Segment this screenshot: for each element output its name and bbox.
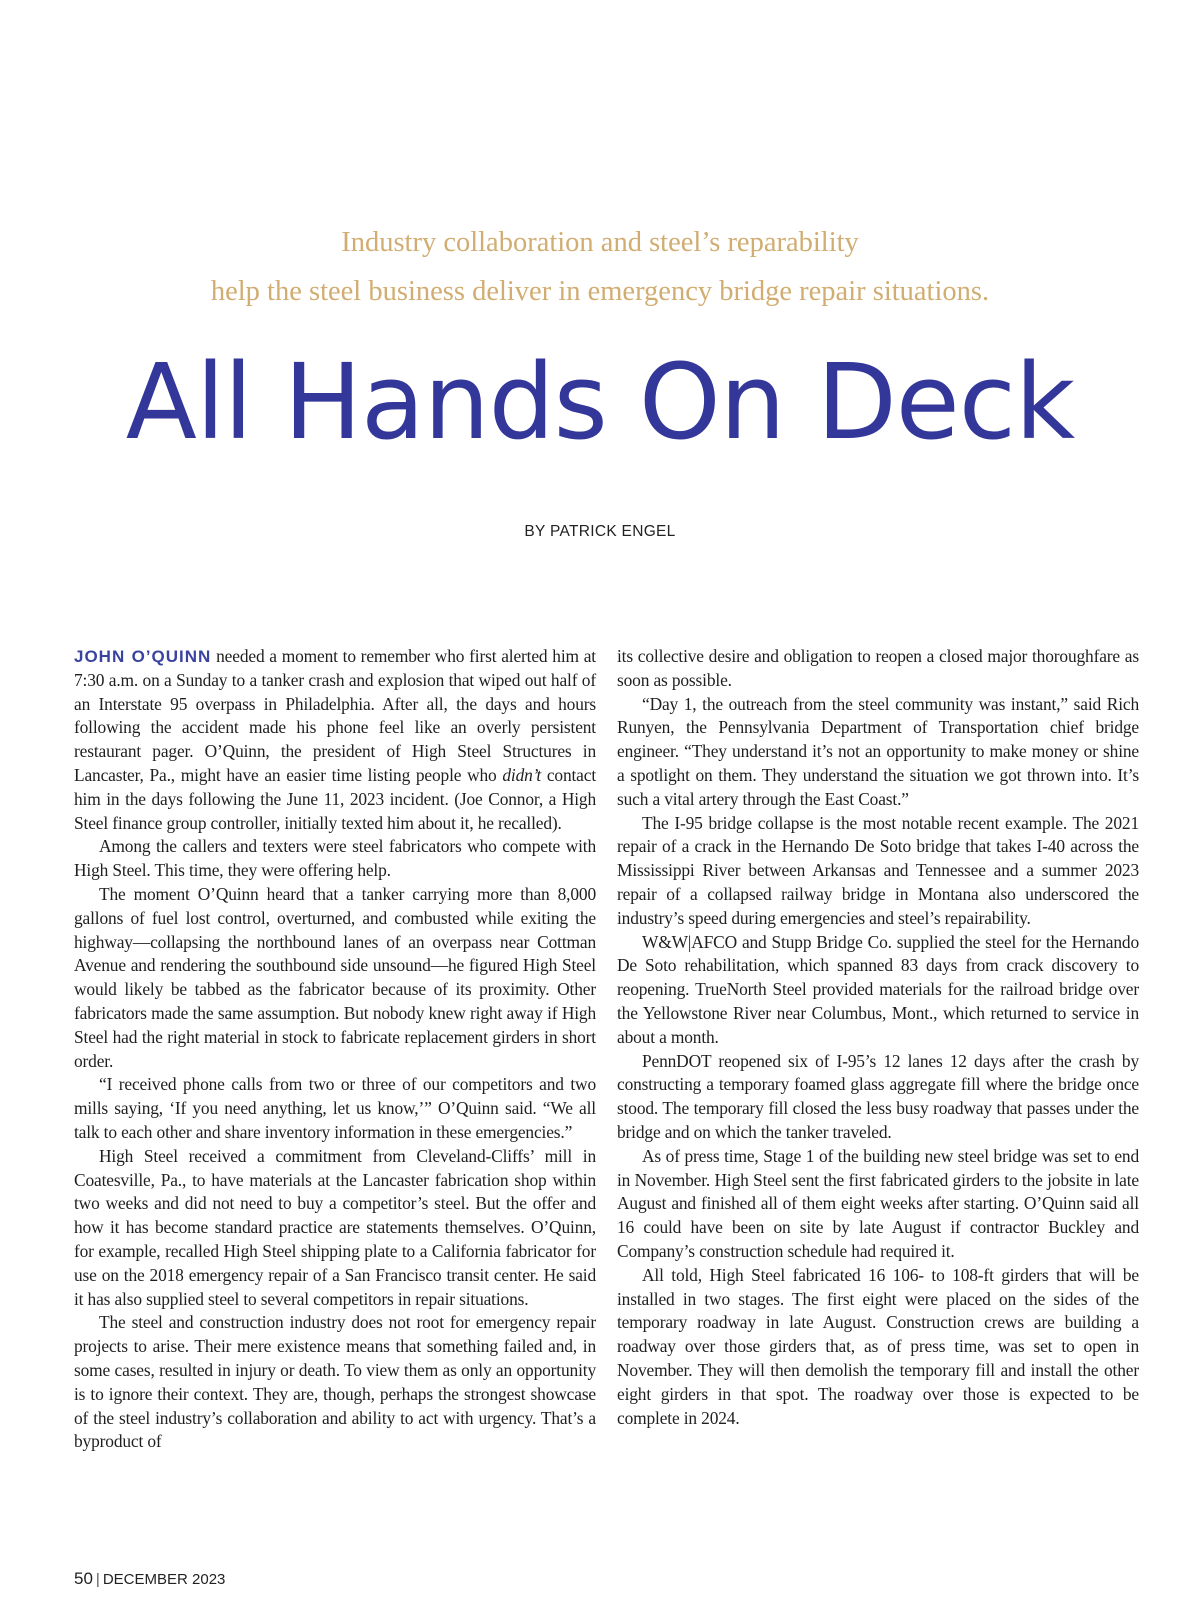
paragraph-2: Among the callers and texters were steel fabricators who compete with High Steel. This time, they were offering help. bbox=[74, 836, 596, 881]
paragraph-12: As of press time, Stage 1 of the building new steel bridge was set to end in November. High Steel sent the first fabricated girders to the jobsite in late August and finished all of them eight weeks after starting. O’Quinn said all 16 could have been on site by late August if contractor Buckley and Company’s construction schedule had required it. bbox=[617, 1145, 1139, 1261]
paragraph-13: All told, High Steel fabricated 16 106- to 108-ft girders that will be installed in two stages. The first eight were placed on the sides of the temporary roadway in late August. Construction crews are building a roadway over those girders that, as of press time, was set to open in November. They will then demolish the temporary fill and install the other eight girders in that spot. The roadway over those is expected to be complete in 2024. bbox=[617, 1264, 1139, 1428]
footer-separator: | bbox=[95, 1571, 100, 1588]
paragraph-1-part-a: needed a moment to remember who first alerted him at 7:30 a.m. on a Sunday to a tanker crash and explosion that wiped out half of an Interstate 95 overpass in Philadelphia. After all, the days and hours following the accident made his phone feel like an overly persistent restaurant pager. O’Quinn, the president of High Steel Structures in Lancaster, Pa., might have an easier time listing people who bbox=[74, 646, 596, 785]
paragraph-1-part-b: contact him in the days following the June 11, 2023 incident. (Joe Connor, a High Steel finance group controller, initially texted him about it, he recalled). bbox=[74, 764, 597, 833]
page-number: 50 bbox=[74, 1569, 93, 1588]
column-left bbox=[74, 645, 596, 1454]
paragraph-5: High Steel received a commitment from Cleveland-Cliffs’ mill in Coatesville, Pa., to have materials at the Lancaster fabrication shop within two weeks and did not need to buy a competitor’s steel. But the offer and how it has become standard practice are statements themselves. O’Quinn, for example, recalled High Steel shipping plate to a California fabricator for use on the 2018 emergency repair of a San Francisco transit center. He said it has also supplied steel to several competitors in repair situations. bbox=[74, 1145, 596, 1309]
lead-in: JOHN O’QUINN bbox=[74, 647, 212, 666]
paragraph-8: “Day 1, the outreach from the steel community was instant,” said Rich Runyen, the Pennsylvania Department of Transportation chief bridge engineer. “They understand it’s not an opportunity to make money or shine a spotlight on them. They understand the situation we got thrown into. It’s such a vital artery through the East Coast.” bbox=[617, 693, 1139, 809]
paragraph-11: PennDOT reopened six of I-95’s 12 lanes 12 days after the crash by constructing a temporary foamed glass aggregate fill where the bridge once stood. The temporary fill closed the less busy roadway that passes under the bridge and on which the tanker traveled. bbox=[617, 1050, 1139, 1142]
paragraph-1-emphasis: didn’t bbox=[502, 764, 542, 785]
page-footer bbox=[74, 1569, 225, 1589]
byline: BY PATRICK ENGEL bbox=[524, 523, 676, 540]
paragraph-4: “I received phone calls from two or three of our competitors and two mills saying, ‘If you need anything, let us know,’” O’Quinn said. “We all talk to each other and share inventory information in these emergencies.” bbox=[74, 1074, 596, 1142]
paragraph-3: The moment O’Quinn heard that a tanker carrying more than 8,000 gallons of fuel lost control, overturned, and combusted while exiting the highway—collapsing the northbound lanes of an overpass near Cottman Avenue and rendering the southbound side unsound—he figured High Steel would likely be tabbed as the fabricator because of its proximity. Other fabricators made the same assumption. But nobody knew right away if High Steel had the right material in stock to fabricate replacement girders in short order. bbox=[74, 883, 596, 1071]
paragraph-6: The steel and construction industry does not root for emergency repair projects to arise. Their mere existence means that something failed and, in some cases, resulted in injury or death. To view them as only an opportunity is to ignore their context. They are, though, perhaps the strongest showcase of the steel industry’s collaboration and ability to act with urgency. That’s a byproduct of bbox=[74, 1312, 596, 1452]
paragraph-7: its collective desire and obligation to reopen a closed major thoroughfare as soon as possible. bbox=[617, 646, 1139, 690]
deck bbox=[0, 218, 1200, 316]
article-title: All Hands On Deck bbox=[125, 341, 1075, 463]
paragraph-1 bbox=[74, 645, 596, 835]
paragraph-9: The I-95 bridge collapse is the most notable recent example. The 2021 repair of a crack in the Hernando De Soto bridge that takes I-40 across the Mississippi River between Arkansas and Tennessee and a summer 2023 repair of a collapsed railway bridge in Montana also underscored the industry’s speed during emergencies and steel’s repairability. bbox=[617, 812, 1139, 928]
deck-line-1: Industry collaboration and steel’s reparability bbox=[341, 227, 859, 258]
paragraph-10: W&W|AFCO and Stupp Bridge Co. supplied the steel for the Hernando De Soto rehabilitation, which spanned 83 days from crack discovery to reopening. TrueNorth Steel provided materials for the railroad bridge over the Yellowstone River near Columbus, Mont., which returned to service in about a month. bbox=[617, 931, 1139, 1047]
issue-date: DECEMBER 2023 bbox=[102, 1571, 226, 1588]
column-right bbox=[617, 645, 1139, 1430]
deck-line-2: help the steel business deliver in emergency bridge repair situations. bbox=[210, 276, 990, 307]
